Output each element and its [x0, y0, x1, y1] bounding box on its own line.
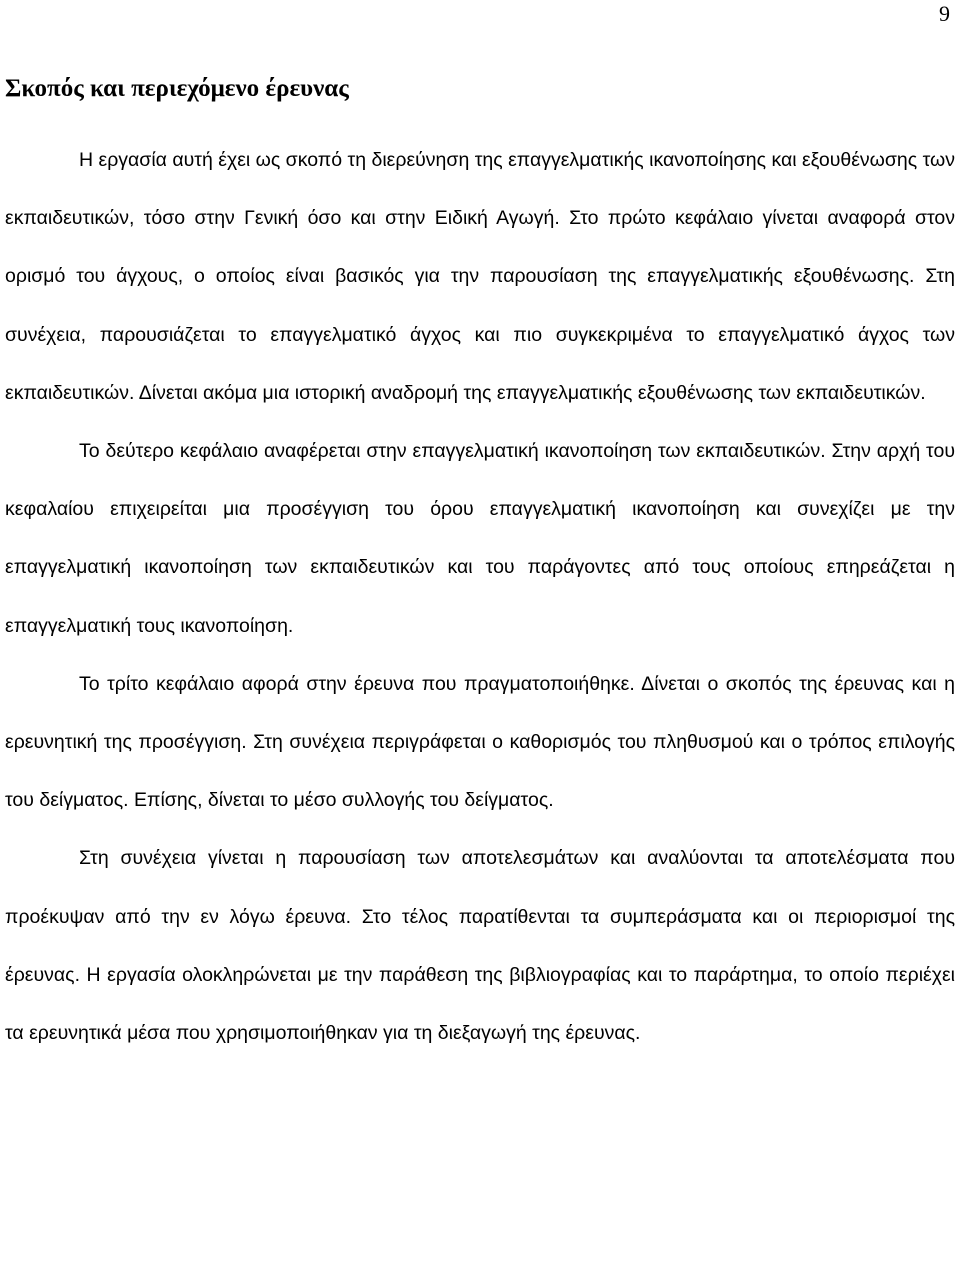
- paragraph-3: Το τρίτο κεφάλαιο αφορά στην έρευνα που πραγματοποιήθηκε. Δίνεται ο σκοπός της έρευνας και η ερευνητική της προσέγγιση. Στη συνέχεια περιγράφεται ο καθορισμός του πληθυσμού και ο τρόπος επιλογής του δείγματος. Επίσης, δίνεται το μέσο συλλογής του δείγματος.: [5, 672, 955, 812]
- paragraph-2: Το δεύτερο κεφάλαιο αναφέρεται στην επαγγελματική ικανοποίηση των εκπαιδευτικών. Στην αρχή του κεφαλαίου επιχειρείται μια προσέγγιση του όρου επαγγελματική ικανοποίηση και συνεχίζει με την επαγγελματική ικανοποίηση των εκπαιδευτικών και του παράγοντες από τους οποίους επηρεάζεται η επαγγελματική τους ικανοποίηση.: [5, 440, 955, 637]
- page-number: 9: [939, 1, 950, 26]
- paragraph-4: Στη συνέχεια γίνεται η παρουσίαση των αποτελεσμάτων και αναλύονται τα αποτελέσματα που προέκυψαν από την εν λόγω έρευνα. Στο τέλος παρατίθενται τα συμπεράσματα και οι περιορισμοί της έρευνας. Η εργασία ολοκληρώνεται με την παράθεση της βιβλιογραφίας και το παράρτημα, το οποίο περιέχει τα ερευνητικά μέσα που χρησιμοποιήθηκαν για τη διεξαγωγή της έρευνας.: [5, 847, 955, 1045]
- section-body: [5, 131, 955, 1062]
- section-heading: Σκοπός και περιεχόμενο έρευνας: [5, 75, 349, 102]
- paragraph-1: Η εργασία αυτή έχει ως σκοπό τη διερεύνηση της επαγγελματικής ικανοποίησης και εξουθένωσης των εκπαιδευτικών, τόσο στην Γενική όσο και στην Ειδική Αγωγή. Στο πρώτο κεφάλαιο γίνεται αναφορά στον ορισμό του άγχους, ο οποίος είναι βασικός για την παρουσίαση της επαγγελματικής εξουθένωσης. Στη συνέχεια, παρουσιάζεται το επαγγελματικό άγχος και πιο συγκεκριμένα το επαγγελματικό άγχος των εκπαιδευτικών. Δίνεται ακόμα μια ιστορική αναδρομή της επαγγελματικής εξουθένωσης των εκπαιδευτικών.: [5, 149, 955, 404]
